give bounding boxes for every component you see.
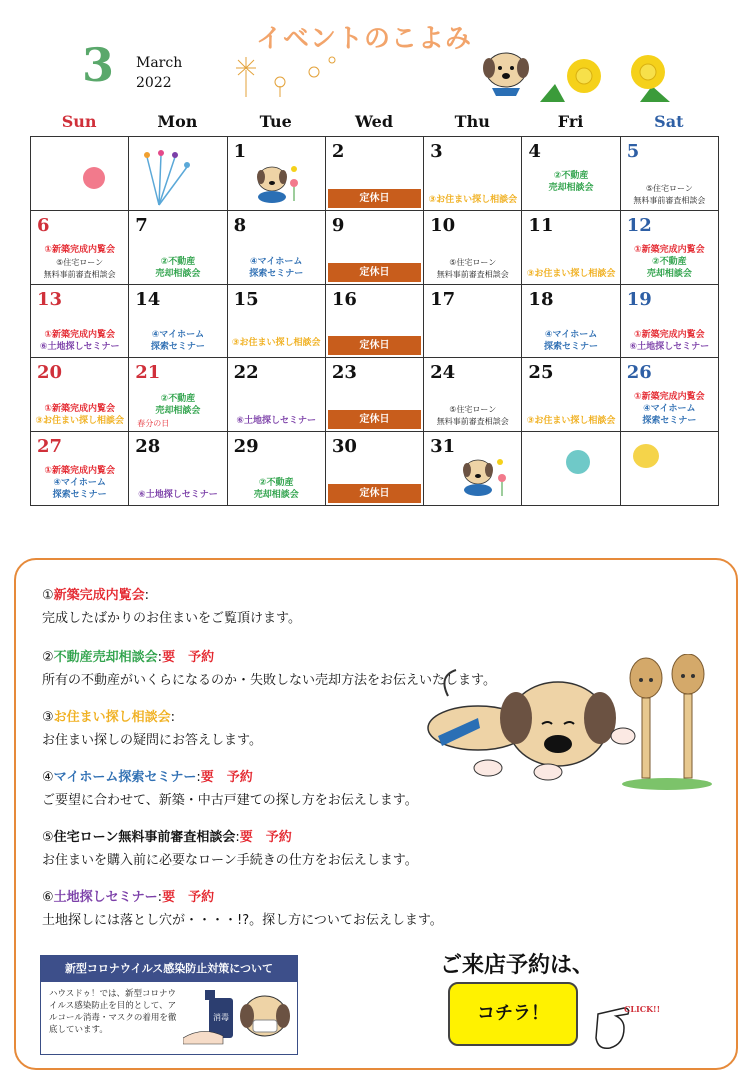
- event-label: ⑤住宅ローン: [645, 183, 693, 193]
- month-name: March: [136, 55, 183, 71]
- calendar-cell: [129, 285, 227, 359]
- day-number: 22: [233, 362, 259, 384]
- day-number: 29: [233, 436, 259, 458]
- calendar-cell-empty: [522, 432, 620, 506]
- day-number: 10: [430, 214, 456, 236]
- legend-description: ご要望に合わせて、新築・中古戸建ての探し方をお伝えします。: [42, 793, 418, 808]
- event-label: ①新築完成内覧会: [44, 330, 115, 341]
- day-number: 12: [626, 214, 652, 236]
- event-label: ②不動産: [160, 394, 196, 405]
- calendar-cell: [129, 432, 227, 506]
- event-label: 無料事前審査相談会: [436, 417, 509, 427]
- calendar-cell: [326, 285, 424, 359]
- event-label: ②不動産: [258, 478, 294, 488]
- legend-description: お住まいを購入前に必要なローン手続きの仕方をお伝えします。: [42, 853, 418, 868]
- legend-item: [42, 766, 418, 808]
- legend-number: ⑤: [42, 830, 54, 845]
- event-label: ⑤住宅ローン: [449, 257, 497, 267]
- event-label: ⑤住宅ローン: [56, 257, 104, 267]
- legend-colon: :: [157, 650, 163, 665]
- day-number: 21: [135, 362, 161, 384]
- calendar-cell: [31, 285, 129, 359]
- day-number: 2: [331, 141, 345, 162]
- event-label: ③お住まい探し相談会: [526, 416, 616, 427]
- day-number: 11: [528, 214, 554, 236]
- day-number: 24: [430, 362, 456, 384]
- reservation-required: 要 予約: [239, 830, 292, 845]
- calendar-cell: [424, 211, 522, 285]
- hand-sanitizer-illustration-icon: [183, 986, 293, 1052]
- day-number: 20: [37, 362, 63, 384]
- flower-icon: [83, 167, 105, 189]
- day-number: 23: [331, 362, 357, 384]
- legend-description: 土地探しには落とし穴が・・・・!?。探し方についてお伝えします。: [42, 913, 443, 928]
- legend-name: 土地探しセミナー: [53, 890, 158, 905]
- event-label: 無料事前審査相談会: [633, 195, 706, 205]
- reservation-prompt: ご来店予約は、: [440, 953, 595, 978]
- click-label: CLICK!!: [624, 1004, 661, 1014]
- legend-colon: :: [235, 830, 240, 845]
- legend-number: ⑥: [42, 890, 54, 905]
- legend-item: [42, 584, 301, 626]
- weekday-header-row: [30, 112, 718, 134]
- calendar-cell: [228, 358, 326, 432]
- event-label: 売却相談会: [155, 406, 201, 417]
- event-label: ⑥土地探しセミナー: [236, 416, 317, 427]
- legend-item: [42, 826, 418, 868]
- weekday-sat: Sat: [654, 112, 684, 131]
- flower-bouquet-icon: [139, 145, 199, 209]
- page-title: イベントのこよみ: [256, 24, 473, 54]
- calendar-cell: [621, 285, 719, 359]
- legend-name: 住宅ローン無料事前審査相談会: [53, 830, 236, 845]
- flower-icon: [566, 450, 590, 474]
- legend-number: ④: [42, 770, 54, 785]
- event-label: 売却相談会: [253, 490, 299, 500]
- day-number: 7: [135, 214, 148, 236]
- legend-colon: :: [157, 890, 163, 905]
- day-number: 19: [626, 288, 652, 310]
- dog-illustration-icon: [418, 666, 638, 796]
- dog-mascot-icon: [476, 46, 536, 102]
- event-label: 探索セミナー: [249, 268, 304, 279]
- calendar-cell: [522, 137, 620, 211]
- legend-name: 新築完成内覧会: [53, 588, 145, 603]
- day-number: 8: [233, 214, 247, 236]
- day-number: 25: [528, 362, 554, 384]
- day-number: 17: [430, 288, 456, 310]
- day-number: 6: [37, 214, 50, 236]
- event-label: 探索セミナー: [52, 490, 107, 500]
- event-label: 無料事前審査相談会: [436, 269, 509, 279]
- legend-item: [42, 886, 443, 928]
- day-number: 26: [626, 362, 652, 384]
- event-label: ④マイホーム: [53, 478, 106, 488]
- legend-number: ③: [42, 710, 54, 725]
- day-number: 4: [528, 141, 541, 162]
- calendar-cell: [228, 211, 326, 285]
- event-label: ②不動産: [553, 170, 589, 181]
- event-label: ⑥土地探しセミナー: [629, 342, 710, 353]
- closed-day-badge: 定休日: [328, 410, 421, 429]
- day-number: 15: [233, 288, 259, 310]
- event-label: ③お住まい探し相談会: [231, 338, 321, 349]
- calendar-cell: [228, 285, 326, 359]
- legend-description: 所有の不動産がいくらになるのか・失敗しない売却方法をお伝えいたします。: [42, 673, 496, 688]
- day-number: 27: [37, 436, 63, 458]
- weekday-sun: Sun: [61, 112, 97, 131]
- calendar-cell: [31, 358, 129, 432]
- day-number: 3: [430, 141, 443, 162]
- calendar-cell: [424, 432, 522, 506]
- calendar-cell-empty: [129, 137, 227, 211]
- weekday-thu: Thu: [454, 112, 490, 131]
- calendar-cell: [228, 432, 326, 506]
- flower-icon: [633, 444, 659, 468]
- bottle-label: 消毒: [213, 1013, 229, 1022]
- legend-name: マイホーム探索セミナー: [53, 770, 197, 785]
- day-number: 9: [331, 214, 345, 236]
- event-label: ①新築完成内覧会: [634, 244, 705, 255]
- covid-notice-text: ハウスドゥ！では、新型コロナウイルス感染防止を目的として、アルコール消毒・マスクの着用を徹底しています。: [49, 989, 177, 1035]
- legend-name: お住まい探し相談会: [53, 710, 171, 725]
- calendar-cell: [621, 211, 719, 285]
- legend-description: お住まい探しの疑問にお答えします。: [42, 733, 262, 748]
- calendar-cell: [522, 211, 620, 285]
- calendar-cell: [326, 432, 424, 506]
- covid-notice-title: 新型コロナウイルス感染防止対策について: [41, 956, 297, 982]
- calendar-cell: [326, 137, 424, 211]
- day-number: 5: [626, 141, 640, 162]
- day-number: 18: [528, 288, 554, 310]
- day-number: 16: [331, 288, 357, 310]
- calendar-cell-empty: [621, 432, 719, 506]
- calendar-cell: [424, 285, 522, 359]
- calendar-grid: [30, 136, 719, 506]
- event-label: ②不動産: [160, 256, 196, 267]
- calendar-cell: [326, 358, 424, 432]
- reservation-required: 要 予約: [200, 770, 253, 785]
- weekday-tue: Tue: [259, 112, 292, 131]
- reservation-button[interactable]: コチラ！: [448, 982, 578, 1046]
- weekday-wed: Wed: [354, 112, 393, 131]
- event-label: 売却相談会: [548, 182, 594, 193]
- day-number: 31: [430, 436, 456, 458]
- event-label: ③お住まい探し相談会: [526, 268, 616, 279]
- closed-day-badge: 定休日: [328, 336, 421, 355]
- event-label: 探索セミナー: [544, 342, 599, 353]
- event-label: ①新築完成内覧会: [44, 244, 115, 255]
- day-number: 13: [37, 288, 63, 310]
- event-label: ③お住まい探し相談会: [428, 194, 518, 205]
- event-label: ①新築完成内覧会: [44, 404, 115, 415]
- legend-number: ②: [42, 650, 54, 665]
- event-label: ⑤住宅ローン: [449, 405, 497, 415]
- event-label: ③お住まい探し相談会: [35, 416, 124, 427]
- event-label: ①新築完成内覧会: [634, 392, 705, 403]
- dandelion-decoration-icon: [222, 52, 362, 102]
- legend-colon: :: [170, 710, 176, 725]
- reservation-required: 要 予約: [162, 890, 215, 905]
- day-number: 30: [331, 436, 357, 458]
- event-label: ④マイホーム: [544, 330, 598, 341]
- legend-number: ①: [42, 588, 54, 603]
- calendar-cell: [228, 137, 326, 211]
- event-label: ⑥土地探しセミナー: [138, 490, 218, 500]
- event-label: 無料事前審査相談会: [43, 269, 116, 279]
- weekday-fri: Fri: [557, 112, 584, 131]
- legend-name: 不動産売却相談会: [53, 650, 158, 665]
- calendar-cell-empty: [31, 137, 129, 211]
- day-number: 28: [135, 436, 161, 458]
- event-label: ④マイホーム: [249, 256, 303, 267]
- legend-description: 完成したばかりのお住まいをご覧頂けます。: [42, 611, 301, 626]
- event-label: ①新築完成内覧会: [44, 466, 115, 476]
- calendar-cell: [522, 358, 620, 432]
- day-number: 14: [135, 288, 161, 310]
- event-label: 探索セミナー: [150, 342, 205, 353]
- reservation-required: 要 予約: [162, 650, 215, 665]
- sunflower-decoration-icon: [540, 54, 675, 104]
- calendar-cell: [621, 137, 719, 211]
- event-label: 売却相談会: [646, 268, 692, 279]
- legend-colon: :: [196, 770, 201, 785]
- legend-colon: :: [144, 588, 150, 603]
- event-label: ②不動産: [652, 256, 687, 267]
- calendar-cell: [129, 211, 227, 285]
- calendar-cell: [129, 358, 227, 432]
- covid-notice-box: [40, 955, 298, 1055]
- day-number: 1: [233, 141, 247, 162]
- month-number: 3: [82, 38, 115, 92]
- dog-with-flower-icon: [254, 161, 304, 205]
- closed-day-badge: 定休日: [328, 263, 421, 282]
- weekday-mon: Mon: [157, 112, 198, 131]
- calendar-cell: [31, 211, 129, 285]
- event-label: ①新築完成内覧会: [634, 330, 705, 341]
- calendar-cell: [621, 358, 719, 432]
- event-label: 探索セミナー: [642, 416, 697, 427]
- calendar-cell: [424, 137, 522, 211]
- event-label: 売却相談会: [155, 268, 201, 279]
- closed-day-badge: 定休日: [328, 484, 421, 503]
- calendar-cell: [522, 285, 620, 359]
- dog-with-flower-icon: [460, 454, 512, 500]
- event-label: ④マイホーム: [643, 404, 696, 415]
- calendar-cell: [31, 432, 129, 506]
- event-label: ⑥土地探しセミナー: [39, 342, 120, 353]
- event-label: ④マイホーム: [151, 330, 205, 341]
- holiday-label: 春分の日: [137, 419, 170, 429]
- horsetail-sprout-icon: [622, 654, 722, 794]
- year: 2022: [136, 75, 172, 91]
- calendar-cell: [326, 211, 424, 285]
- closed-day-badge: 定休日: [328, 189, 421, 208]
- calendar-cell: [424, 358, 522, 432]
- legend-item: [42, 706, 262, 748]
